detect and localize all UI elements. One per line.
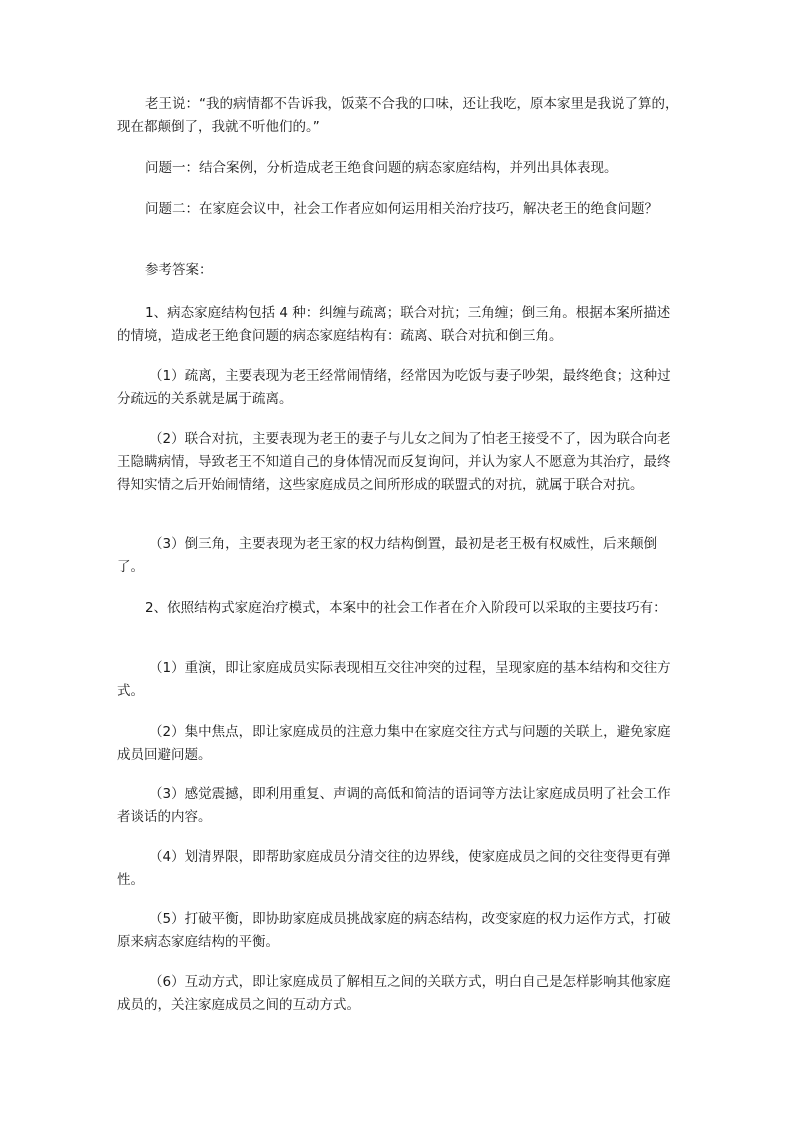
answer-two-item-3: （3）感觉震撼，即利用重复、声调的高低和简洁的语词等方法让家庭成员明了社会工作者谈话的内容。 bbox=[117, 786, 671, 825]
answer-two-item-2: （2）集中焦点，即让家庭成员的注意力集中在家庭交往方式与问题的关联上，避免家庭成员回避问题。 bbox=[117, 724, 671, 763]
answer-one-item-3: （3）倒三角，主要表现为老王家的权力结构倒置，最初是老王极有权威性，后来颠倒了。 bbox=[117, 536, 658, 575]
answer-two-paragraph: 2、依照结构式家庭治疗模式，本案中的社会工作者在介入阶段可以采取的主要技巧有： bbox=[145, 600, 667, 616]
case-quote-paragraph: 老王说：“我的病情都不告诉我，饭菜不合我的口味，还让我吃，原本家里是我说了算的，现在都颠倒了，我就不听他们的。” bbox=[117, 96, 679, 135]
answer-two-item-1: （1）重演，即让家庭成员实际表现相互交往冲突的过程，呈现家庭的基本结构和交往方式。 bbox=[117, 660, 671, 699]
question-one: 问题一：结合案例，分析造成老王绝食问题的病态家庭结构，并列出具体表现。 bbox=[145, 160, 618, 176]
question-two: 问题二：在家庭会议中，社会工作者应如何运用相关治疗技巧，解决老王的绝食问题？ bbox=[145, 201, 658, 217]
answer-one-item-1: （1）疏离，主要表现为老王经常闹情绪，经常因为吃饭与妻子吵架，最终绝食；这种过分疏远的关系就是属于疏离。 bbox=[117, 368, 671, 407]
reference-answer-heading: 参考答案： bbox=[145, 262, 213, 278]
answer-two-item-6: （6）互动方式，即让家庭成员了解相互之间的关联方式，明白自己是怎样影响其他家庭成员的，关注家庭成员之间的互动方式。 bbox=[117, 974, 671, 1013]
answer-one-item-2: （2）联合对抗，主要表现为老王的妻子与儿女之间为了怕老王接受不了，因为联合向老王隐瞒病情，导致老王不知道自己的身体情况而反复询问，并认为家人不愿意为其治疗，最终得知实情之后开始闹情绪，这些家庭成员之间所形成的联盟式的对抗，就属于联合对抗。 bbox=[117, 431, 671, 493]
answer-two-item-5: （5）打破平衡，即协助家庭成员挑战家庭的病态结构，改变家庭的权力运作方式，打破原来病态家庭结构的平衡。 bbox=[117, 911, 671, 950]
answer-two-item-4: （4）划清界限，即帮助家庭成员分清交往的边界线，使家庭成员之间的交往变得更有弹性。 bbox=[117, 849, 671, 888]
answer-one-paragraph: 1、病态家庭结构包括 4 种：纠缠与疏离；联合对抗；三角缠；倒三角。根据本案所描述的情境，造成老王绝食问题的病态家庭结构有：疏离、联合对抗和倒三角。 bbox=[117, 305, 671, 344]
